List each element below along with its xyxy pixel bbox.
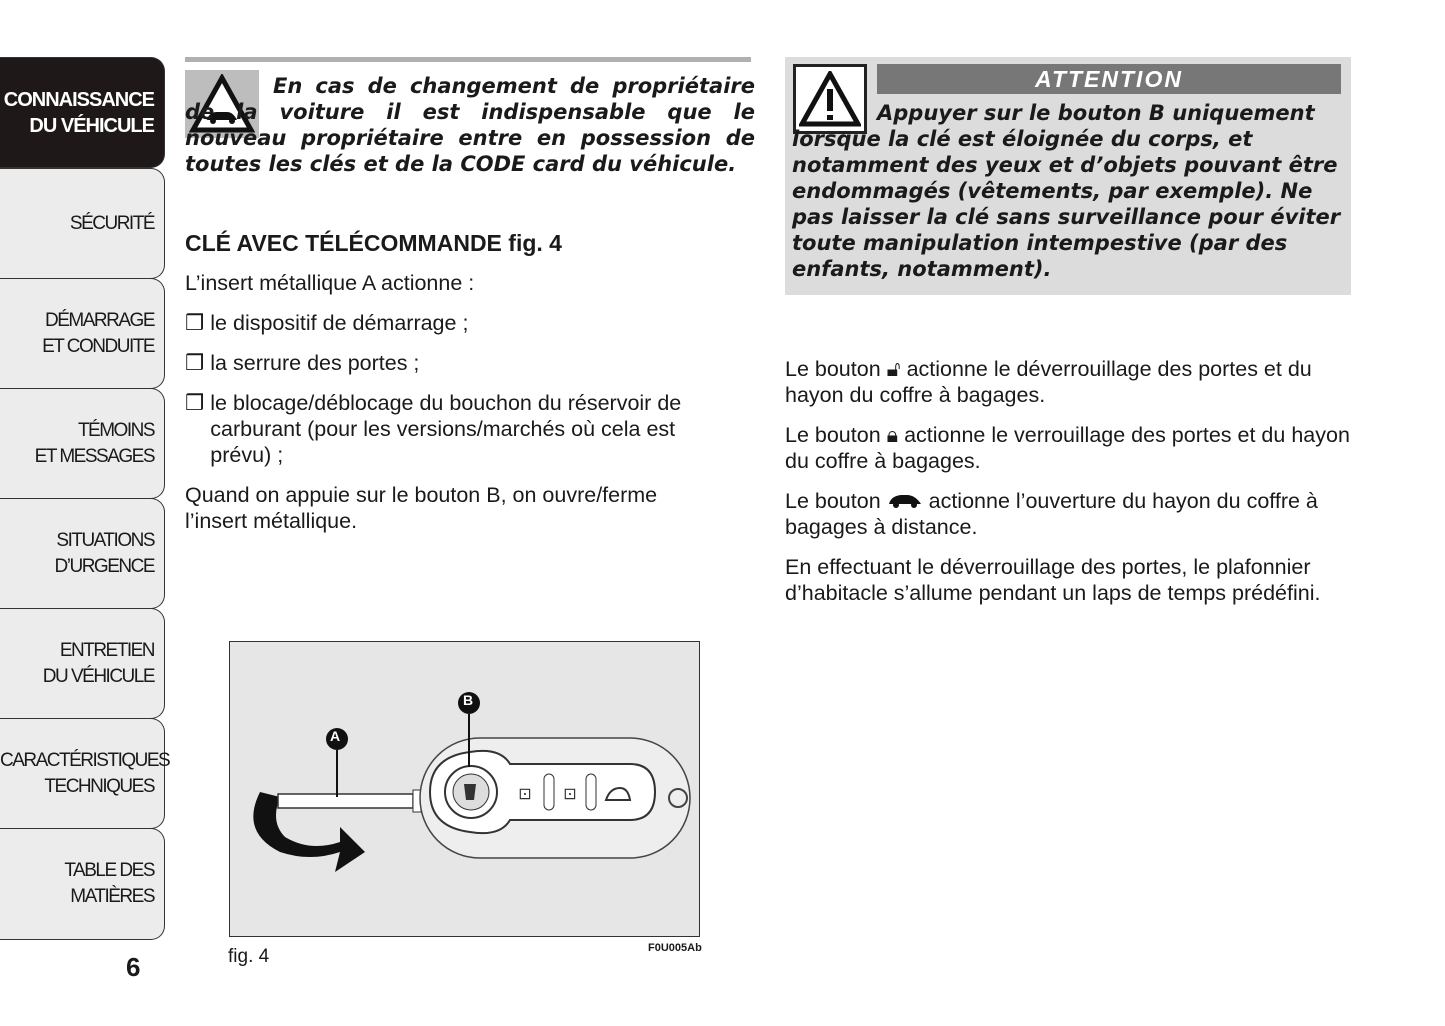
trunk-button-text [785, 488, 1350, 540]
text: actionne le verrouillage des portes et du hayon du coffre à bagages. [785, 423, 1350, 473]
tab-table-des-matieres[interactable] [0, 828, 165, 940]
section-heading: CLÉ AVEC TÉLÉCOMMANDE fig. 4 [185, 230, 562, 256]
left-column [185, 230, 725, 548]
checkbox-bullet-icon: ❒ [185, 311, 205, 335]
svg-text:⊡: ⊡ [563, 786, 577, 803]
key-figure [229, 641, 700, 937]
tab-label: SITUATIONS [56, 529, 154, 551]
tab-label: TECHNIQUES [44, 775, 154, 797]
list-item [185, 310, 725, 336]
tab-situations-durgence[interactable] [0, 498, 165, 609]
tab-label: SÉCURITÉ [69, 212, 154, 234]
tab-label: ENTRETIEN [59, 639, 154, 661]
tab-label: CONNAISSANCE [3, 88, 154, 111]
attention-title: ATTENTION [877, 64, 1341, 94]
page-number: 6 [126, 952, 141, 982]
tab-label: CARACTÉRISTIQUES [0, 749, 170, 771]
tab-temoins-et-messages[interactable] [0, 388, 165, 499]
text: actionne le déverrouillage des portes et du hayon du coffre à bagages. [785, 357, 1312, 407]
right-column [785, 356, 1350, 620]
figure-code: F0U005Ab [648, 942, 702, 954]
figure-caption: fig. 4 [228, 946, 270, 967]
text: Le bouton [785, 489, 881, 513]
tab-label: DU VÉHICULE [29, 114, 154, 137]
checkbox-bullet-icon: ❒ [185, 391, 205, 415]
list-item [185, 350, 725, 376]
tab-label: TÉMOINS [77, 419, 154, 441]
list-item-text: le blocage/déblocage du bouchon du réservoir de carburant (pour les versions/marchés où cela est prévu) ; [210, 391, 682, 467]
checkbox-bullet-icon: ❒ [185, 351, 205, 375]
car-trunk-icon [887, 489, 923, 513]
tab-label: TABLE DES [64, 860, 154, 881]
tab-caracteristiques-techniques[interactable] [0, 718, 170, 829]
tab-label: DÉMARRAGE [45, 309, 154, 331]
list-item-text: le dispositif de démarrage ; [210, 311, 469, 335]
button-b-text: Quand on appuie sur le bouton B, on ouvre/ferme l’insert métallique. [185, 483, 658, 533]
divider [185, 57, 751, 62]
text: Le bouton [785, 423, 881, 447]
tab-securite[interactable] [0, 168, 165, 279]
tab-label: DU VÉHICULE [42, 665, 154, 687]
tab-label: MATIÈRES [70, 886, 154, 907]
lock-icon: 🔒︎ [886, 423, 899, 447]
list-item [185, 390, 725, 468]
text: actionne l’ouverture du hayon du coffre à bagages à distance. [785, 489, 1318, 539]
tab-label: D’URGENCE [54, 555, 154, 577]
tab-demarrage-et-conduite[interactable] [0, 278, 165, 389]
intro-text: L’insert métallique A actionne : [185, 271, 475, 295]
unlock-button-text [785, 356, 1350, 408]
svg-text:⊡: ⊡ [518, 786, 532, 803]
tab-connaissance-du-vehicule[interactable] [0, 57, 165, 168]
tab-label: ET MESSAGES [34, 445, 154, 467]
tab-label: ET CONDUITE [42, 335, 154, 357]
lock-button-text [785, 422, 1350, 474]
unlock-icon: 🔓︎ [886, 357, 901, 381]
courtesy-light-text: En effectuant le déverrouillage des portes, le plafonnier d’habitacle s’allume pendant un laps de temps prédéfini. [785, 555, 1321, 605]
attention-text: Appuyer sur le bouton B uniquement lorsque la clé est éloignée du corps, et notamment des yeux et d’objets pouvant être endommagés (vêtements, par exemple). Ne pas laisser la clé sans surveillance pour éviter toute manipulation intempestive (par des enfants, notamment). [792, 101, 1341, 281]
ownership-change-note: En cas de changement de propriétaire de la voiture il est indispensable que le nouveau propriétaire entre en possession de toutes les clés et de la CODE card du véhicule. [185, 74, 755, 176]
text: Le bouton [785, 357, 881, 381]
remote-key-illustration [230, 642, 698, 935]
list-item-text: la serrure des portes ; [210, 351, 420, 375]
tab-entretien-du-vehicule[interactable] [0, 608, 165, 719]
label-b: B [463, 692, 474, 708]
label-a: A [330, 728, 341, 744]
